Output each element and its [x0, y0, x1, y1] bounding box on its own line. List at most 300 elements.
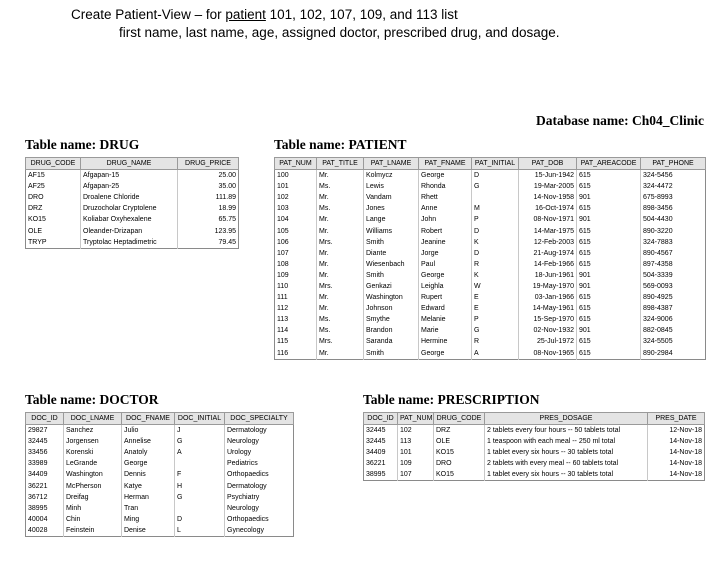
table-cell: Sanchez: [64, 425, 122, 437]
table-cell: 14-Nov-18: [648, 458, 705, 469]
table-cell: Jorgensen: [64, 436, 122, 447]
table-cell: Droalene Chloride: [81, 192, 178, 203]
table-cell: Afgapan-15: [81, 170, 178, 182]
table-cell: Neurology: [225, 503, 294, 514]
table-cell: G: [472, 325, 519, 336]
table-cell: Mr.: [317, 348, 364, 360]
table-cell: Dennis: [122, 469, 175, 480]
column-header: PAT_TITLE: [317, 158, 364, 170]
table-cell: 101: [277, 183, 289, 191]
table-cell: 103: [277, 205, 289, 213]
doctor-table-caption: Table name: DOCTOR: [25, 392, 159, 407]
table-cell: 112: [277, 305, 289, 313]
table-row: [26, 436, 294, 447]
table-cell: 14-Nov-18: [648, 469, 705, 481]
table-row: [275, 281, 706, 292]
table-cell: 36712: [28, 493, 48, 501]
table-row: [275, 325, 706, 336]
table-cell: 116: [277, 349, 289, 357]
table-row: [26, 425, 294, 437]
table-cell: Koliabar Oxyhexalene: [81, 214, 178, 225]
table-cell: 25.00: [178, 170, 239, 182]
table-cell: Jones: [364, 203, 419, 214]
table-cell: 02-Nov-1932: [519, 325, 577, 336]
table-row: [275, 170, 706, 182]
table-cell: Mr.: [317, 225, 364, 236]
table-row: [26, 237, 239, 249]
table-cell: 615: [577, 314, 641, 325]
table-row: [26, 503, 294, 514]
column-header: DRUG_NAME: [81, 158, 178, 170]
table-cell: A: [175, 447, 225, 458]
table-cell: Jorge: [419, 248, 472, 259]
table-cell: Ms.: [317, 314, 364, 325]
column-header: PRES_DATE: [648, 413, 705, 425]
table-cell: Mr.: [317, 192, 364, 203]
table-cell: Urology: [225, 447, 294, 458]
table-row: [275, 203, 706, 214]
column-header: DOC_ID: [26, 413, 64, 425]
table-cell: J: [175, 425, 225, 437]
table-cell: Melanie: [419, 314, 472, 325]
table-cell: Saranda: [364, 336, 419, 347]
table-cell: Rhonda: [419, 181, 472, 192]
table-cell: 898-3456: [641, 203, 706, 214]
table-cell: 109: [277, 271, 289, 279]
patient-table: [274, 157, 706, 360]
table-cell: 1 tablet every six hours -- 30 tablets total: [485, 469, 648, 481]
table-row: [364, 447, 705, 458]
table-cell: 18.99: [178, 203, 239, 214]
table-cell: Annelise: [122, 436, 175, 447]
table-cell: 25-Jul-1972: [519, 336, 577, 347]
table-cell: 40028: [28, 526, 48, 534]
table-row: [26, 514, 294, 525]
table-cell: OLE: [434, 436, 485, 447]
table-cell: KO15: [434, 469, 485, 481]
table-row: [26, 447, 294, 458]
table-row: [364, 436, 705, 447]
table-row: [275, 248, 706, 259]
table-cell: George: [419, 270, 472, 281]
table-cell: 324-9006: [641, 314, 706, 325]
table-cell: TRYP: [28, 238, 47, 246]
table-cell: AF25: [28, 183, 45, 191]
table-cell: D: [472, 225, 519, 236]
table-cell: 882-0845: [641, 325, 706, 336]
table-row: [275, 181, 706, 192]
table-cell: M: [472, 203, 519, 214]
table-cell: Druzocholar Cryptolene: [81, 203, 178, 214]
table-cell: LeGrande: [64, 458, 122, 469]
table-cell: 114: [277, 327, 289, 335]
table-cell: 107: [398, 469, 434, 481]
table-cell: 898-4387: [641, 303, 706, 314]
table-cell: Johnson: [364, 303, 419, 314]
table-cell: Rupert: [419, 292, 472, 303]
table-row: [275, 270, 706, 281]
table-cell: Williams: [364, 225, 419, 236]
table-cell: 14-Nov-1958: [519, 192, 577, 203]
table-cell: 324-4472: [641, 181, 706, 192]
table-cell: P: [472, 214, 519, 225]
doctor-table: [25, 412, 294, 537]
column-header: PAT_FNAME: [419, 158, 472, 170]
table-cell: 675-8993: [641, 192, 706, 203]
table-cell: 106: [277, 238, 289, 246]
table-cell: Washington: [364, 292, 419, 303]
table-cell: Denise: [122, 525, 175, 537]
heading-line-2: first name, last name, age, assigned doctor, prescribed drug, and dosage.: [119, 25, 560, 40]
column-header: DRUG_PRICE: [178, 158, 239, 170]
table-cell: [175, 458, 225, 469]
table-cell: 16-Oct-1974: [519, 203, 577, 214]
column-header: PAT_DOB: [519, 158, 577, 170]
table-row: [275, 259, 706, 270]
table-cell: Dermatology: [225, 425, 294, 437]
table-cell: Ms.: [317, 203, 364, 214]
table-row: [364, 458, 705, 469]
heading-prefix: Create Patient-View – for: [71, 7, 226, 22]
table-cell: 65.75: [178, 214, 239, 225]
table-row: [364, 469, 705, 481]
table-cell: Dreifag: [64, 492, 122, 503]
table-cell: 12-Feb-2003: [519, 237, 577, 248]
table-cell: H: [175, 480, 225, 491]
table-cell: 14-May-1961: [519, 303, 577, 314]
table-cell: KO15: [434, 447, 485, 458]
table-cell: 113: [277, 316, 289, 324]
table-cell: 615: [577, 292, 641, 303]
table-cell: 36221: [366, 460, 386, 468]
table-cell: Ming: [122, 514, 175, 525]
table-cell: 102: [277, 194, 289, 202]
table-cell: 14-Feb-1966: [519, 259, 577, 270]
table-cell: Mr.: [317, 259, 364, 270]
table-cell: Psychiatry: [225, 492, 294, 503]
table-cell: 21-Aug-1974: [519, 248, 577, 259]
table-cell: Orthopaedics: [225, 514, 294, 525]
table-cell: 108: [277, 260, 289, 268]
table-cell: Dermatology: [225, 480, 294, 491]
heading-patient-word: patient: [225, 7, 266, 22]
table-cell: Smith: [364, 348, 419, 360]
patient-header-row: [275, 158, 706, 170]
table-cell: 111.89: [178, 192, 239, 203]
prescription-table-caption: Table name: PRESCRIPTION: [363, 392, 540, 407]
table-cell: 901: [577, 281, 641, 292]
table-cell: Feinstein: [64, 525, 122, 537]
drug-table-caption: Table name: DRUG: [25, 137, 140, 152]
table-cell: 890-3220: [641, 225, 706, 236]
table-cell: 34409: [366, 449, 386, 457]
column-header: PAT_AREACODE: [577, 158, 641, 170]
table-cell: Smith: [364, 270, 419, 281]
table-cell: Afgapan-25: [81, 181, 178, 192]
column-header: DOC_FNAME: [122, 413, 175, 425]
table-cell: Anatoly: [122, 447, 175, 458]
prescription-header-row: [364, 413, 705, 425]
table-cell: Smith: [364, 237, 419, 248]
table-cell: AF15: [28, 172, 45, 180]
table-cell: 40004: [28, 515, 48, 523]
table-cell: K: [472, 237, 519, 248]
table-cell: 615: [577, 170, 641, 182]
table-cell: Herman: [122, 492, 175, 503]
table-cell: 123.95: [178, 225, 239, 236]
table-cell: Mr.: [317, 214, 364, 225]
table-cell: Rhett: [419, 192, 472, 203]
table-cell: 32445: [366, 427, 386, 435]
table-cell: Tryptolac Heptadimetric: [81, 237, 178, 249]
table-cell: Ms.: [317, 325, 364, 336]
table-cell: Genkazi: [364, 281, 419, 292]
table-cell: 615: [577, 237, 641, 248]
table-cell: Neurology: [225, 436, 294, 447]
table-cell: Mrs.: [317, 336, 364, 347]
table-cell: 1 tablet every six hours -- 30 tablets total: [485, 447, 648, 458]
table-row: [26, 458, 294, 469]
drug-header-row: [26, 158, 239, 170]
column-header: DOC_INITIAL: [175, 413, 225, 425]
table-row: [26, 203, 239, 214]
table-cell: Korenski: [64, 447, 122, 458]
table-cell: Wiesenbach: [364, 259, 419, 270]
table-cell: Robert: [419, 225, 472, 236]
table-cell: 504-4430: [641, 214, 706, 225]
table-row: [364, 425, 705, 437]
table-cell: L: [175, 525, 225, 537]
table-cell: KO15: [28, 216, 46, 224]
table-row: [26, 525, 294, 537]
table-cell: Lange: [364, 214, 419, 225]
table-cell: Paul: [419, 259, 472, 270]
table-cell: OLE: [28, 227, 43, 235]
table-row: [26, 192, 239, 203]
table-cell: 897-4358: [641, 259, 706, 270]
table-cell: 615: [577, 225, 641, 236]
table-cell: 19-May-1970: [519, 281, 577, 292]
table-cell: John: [419, 214, 472, 225]
table-cell: 615: [577, 203, 641, 214]
column-header: PAT_LNAME: [364, 158, 419, 170]
table-cell: 32445: [366, 438, 386, 446]
table-cell: W: [472, 281, 519, 292]
table-row: [275, 225, 706, 236]
table-row: [275, 192, 706, 203]
column-header: DRUG_CODE: [26, 158, 81, 170]
table-cell: 901: [577, 214, 641, 225]
table-cell: 29827: [28, 427, 48, 435]
table-cell: DRO: [28, 194, 44, 202]
table-cell: Mr.: [317, 303, 364, 314]
table-cell: Mr.: [317, 170, 364, 182]
table-cell: Kolmycz: [364, 170, 419, 182]
table-cell: 901: [577, 325, 641, 336]
heading-line-1: [71, 7, 458, 22]
drug-table: [25, 157, 239, 249]
table-row: [275, 348, 706, 360]
table-cell: 14-Nov-18: [648, 436, 705, 447]
table-cell: 12-Nov-18: [648, 425, 705, 437]
table-cell: Mr.: [317, 270, 364, 281]
table-cell: Minh: [64, 503, 122, 514]
table-cell: 113: [398, 436, 434, 447]
table-cell: 107: [277, 249, 289, 257]
table-cell: Hermine: [419, 336, 472, 347]
table-row: [26, 469, 294, 480]
table-cell: 2 tablets with every meal -- 60 tablets total: [485, 458, 648, 469]
table-cell: 109: [398, 458, 434, 469]
table-cell: 901: [577, 270, 641, 281]
table-cell: 33456: [28, 449, 48, 457]
table-row: [275, 214, 706, 225]
table-cell: 615: [577, 348, 641, 360]
table-row: [26, 181, 239, 192]
table-cell: [472, 192, 519, 203]
table-cell: Mrs.: [317, 281, 364, 292]
column-header: PAT_INITIAL: [472, 158, 519, 170]
table-cell: Leighla: [419, 281, 472, 292]
table-cell: 102: [398, 425, 434, 437]
table-cell: Diante: [364, 248, 419, 259]
database-name: Database name: Ch04_Clinic: [536, 113, 704, 128]
table-cell: D: [472, 170, 519, 182]
column-header: DRUG_CODE: [434, 413, 485, 425]
table-cell: Jeanine: [419, 237, 472, 248]
table-cell: 19-Mar-2005: [519, 181, 577, 192]
column-header: DOC_LNAME: [64, 413, 122, 425]
table-cell: 100: [277, 172, 289, 180]
heading-suffix: 101, 102, 107, 109, and 113 list: [265, 7, 458, 22]
table-row: [275, 314, 706, 325]
table-cell: 615: [577, 248, 641, 259]
table-cell: Ms.: [317, 181, 364, 192]
table-cell: 2 tablets every four hours -- 50 tablets total: [485, 425, 648, 437]
patient-table-caption: Table name: PATIENT: [274, 137, 407, 152]
table-row: [26, 492, 294, 503]
column-header: PAT_NUM: [398, 413, 434, 425]
table-cell: [175, 503, 225, 514]
table-cell: 569-0093: [641, 281, 706, 292]
table-cell: 03-Jan-1966: [519, 292, 577, 303]
table-cell: F: [175, 469, 225, 480]
table-row: [26, 480, 294, 491]
table-cell: 35.00: [178, 181, 239, 192]
table-cell: Orthopaedics: [225, 469, 294, 480]
table-cell: Julio: [122, 425, 175, 437]
table-cell: Smythe: [364, 314, 419, 325]
column-header: PAT_NUM: [275, 158, 317, 170]
table-cell: 115: [277, 338, 289, 346]
column-header: DOC_ID: [364, 413, 398, 425]
doctor-header-row: [26, 413, 294, 425]
table-cell: R: [472, 259, 519, 270]
table-cell: G: [472, 181, 519, 192]
table-cell: Anne: [419, 203, 472, 214]
table-cell: 15-Sep-1970: [519, 314, 577, 325]
table-cell: 14-Mar-1975: [519, 225, 577, 236]
table-cell: E: [472, 303, 519, 314]
column-header: PRES_DOSAGE: [485, 413, 648, 425]
table-cell: Edward: [419, 303, 472, 314]
table-cell: 79.45: [178, 237, 239, 249]
table-cell: 324-5456: [641, 170, 706, 182]
prescription-table: [363, 412, 705, 481]
table-cell: Marie: [419, 325, 472, 336]
table-row: [275, 336, 706, 347]
table-cell: 110: [277, 282, 289, 290]
table-cell: 901: [577, 192, 641, 203]
table-cell: 33989: [28, 460, 48, 468]
table-cell: 890-4567: [641, 248, 706, 259]
table-cell: Katye: [122, 480, 175, 491]
table-cell: DRO: [434, 458, 485, 469]
table-cell: Mr.: [317, 248, 364, 259]
table-cell: 111: [277, 294, 288, 302]
table-cell: 615: [577, 303, 641, 314]
table-cell: Brandon: [364, 325, 419, 336]
table-cell: Oleander-Drizapan: [81, 225, 178, 236]
table-cell: 504-3339: [641, 270, 706, 281]
table-cell: K: [472, 270, 519, 281]
column-header: PAT_PHONE: [641, 158, 706, 170]
table-cell: 32445: [28, 438, 48, 446]
table-cell: 38995: [28, 504, 48, 512]
table-cell: Vandam: [364, 192, 419, 203]
table-cell: A: [472, 348, 519, 360]
table-cell: 15-Jun-1942: [519, 170, 577, 182]
table-row: [275, 237, 706, 248]
table-cell: George: [122, 458, 175, 469]
table-cell: 08-Nov-1965: [519, 348, 577, 360]
table-cell: 890-2984: [641, 348, 706, 360]
table-cell: George: [419, 170, 472, 182]
table-cell: Pediatrics: [225, 458, 294, 469]
table-cell: 1 teaspoon with each meal -- 250 ml total: [485, 436, 648, 447]
table-cell: McPherson: [64, 480, 122, 491]
table-cell: Lewis: [364, 181, 419, 192]
table-cell: 324-7883: [641, 237, 706, 248]
table-cell: 101: [398, 447, 434, 458]
table-cell: 38995: [366, 471, 386, 479]
table-row: [275, 303, 706, 314]
table-cell: D: [175, 514, 225, 525]
table-cell: Chin: [64, 514, 122, 525]
table-cell: Mr.: [317, 292, 364, 303]
table-row: [26, 170, 239, 182]
table-cell: Mrs.: [317, 237, 364, 248]
table-cell: P: [472, 314, 519, 325]
table-cell: Tran: [122, 503, 175, 514]
table-cell: 105: [277, 227, 289, 235]
table-cell: 615: [577, 336, 641, 347]
table-cell: DRZ: [28, 205, 43, 213]
table-row: [26, 214, 239, 225]
table-cell: 890-4925: [641, 292, 706, 303]
table-cell: Gynecology: [225, 525, 294, 537]
table-cell: DRZ: [434, 425, 485, 437]
table-cell: D: [472, 248, 519, 259]
table-cell: Washington: [64, 469, 122, 480]
table-cell: 14-Nov-18: [648, 447, 705, 458]
table-cell: 324-5505: [641, 336, 706, 347]
table-cell: 36221: [28, 482, 48, 490]
table-cell: 615: [577, 259, 641, 270]
table-cell: George: [419, 348, 472, 360]
table-cell: G: [175, 492, 225, 503]
table-cell: 18-Jun-1961: [519, 270, 577, 281]
